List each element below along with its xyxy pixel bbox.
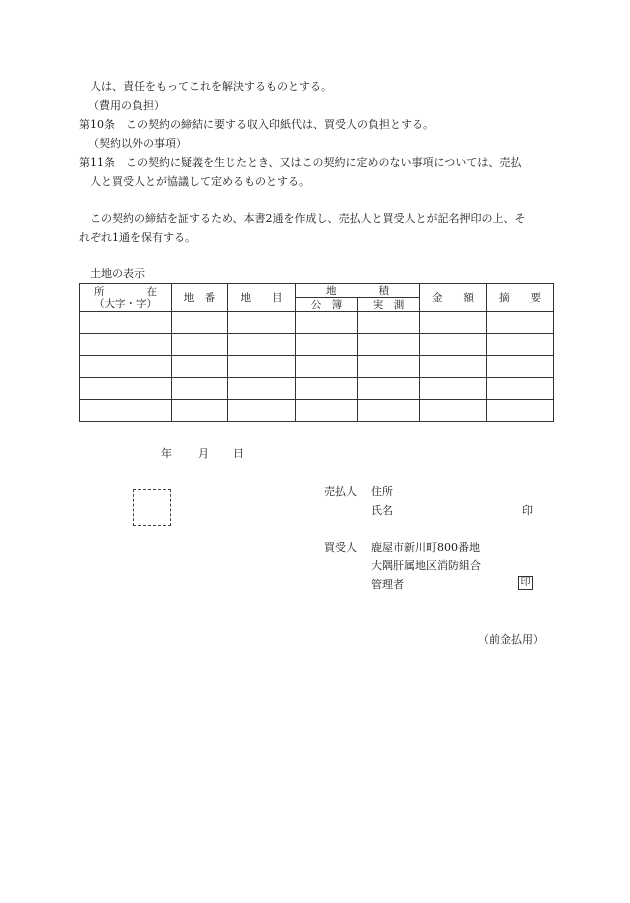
article-11-line2: 人と買受人とが協議して定めるものとする。 <box>90 175 310 188</box>
table-cell <box>487 312 554 334</box>
table-cell <box>420 312 487 334</box>
table-row <box>80 334 554 356</box>
table-cell <box>228 312 296 334</box>
table-cell <box>172 312 228 334</box>
table-cell <box>80 378 172 400</box>
table-cell <box>487 356 554 378</box>
table-cell <box>420 400 487 422</box>
buyer-organization: 大隅肝属地区消防組合 <box>371 559 481 572</box>
clause-continuation: 人は、責任をもってこれを解決するものとする。 <box>90 80 332 93</box>
seller-role: 売払人 <box>324 485 357 498</box>
seller-seal: 印 <box>522 504 533 517</box>
table-cell <box>296 378 358 400</box>
table-cell <box>358 334 420 356</box>
header-remarks: 摘 要 <box>487 284 554 312</box>
article-11-line1: 第11条 この契約に疑義を生じたとき、又はこの契約に定めのない事項については、売払 <box>79 156 522 169</box>
date-month: 月 <box>198 447 209 460</box>
header-area-actual: 実 測 <box>358 298 420 312</box>
date-day: 日 <box>233 447 244 460</box>
heading-cost-burden: （費用の負担） <box>88 99 165 112</box>
table-row <box>80 378 554 400</box>
table-cell <box>172 334 228 356</box>
table-cell <box>228 334 296 356</box>
table-cell <box>80 400 172 422</box>
table-cell <box>296 356 358 378</box>
seller-address-label: 住所 <box>371 485 393 498</box>
buyer-seal: 印 <box>518 576 533 590</box>
table-cell <box>358 400 420 422</box>
table-cell <box>172 400 228 422</box>
table-cell <box>228 400 296 422</box>
table-cell <box>487 378 554 400</box>
seller-name-label: 氏名 <box>371 504 393 517</box>
header-amount: 金 額 <box>420 284 487 312</box>
table-cell <box>296 400 358 422</box>
date-year: 年 <box>161 447 172 460</box>
land-table-body <box>80 312 554 422</box>
table-cell <box>420 334 487 356</box>
table-cell <box>420 378 487 400</box>
buyer-manager-label: 管理者 <box>371 578 404 591</box>
revenue-stamp-box <box>133 489 171 526</box>
closing-line2: れぞれ1通を保有する。 <box>79 231 196 244</box>
table-cell <box>358 312 420 334</box>
table-cell <box>296 312 358 334</box>
table-cell <box>80 334 172 356</box>
closing-line1: この契約の締結を証するため、本書2通を作成し、売払人と買受人とが記名押印の上、そ <box>90 212 526 225</box>
header-land-category: 地 目 <box>228 284 296 312</box>
table-caption: 土地の表示 <box>90 267 145 280</box>
header-location <box>80 284 172 312</box>
table-cell <box>172 356 228 378</box>
table-cell <box>487 400 554 422</box>
header-area: 地 積 <box>296 284 420 298</box>
article-10: 第10条 この契約の締結に要する収入印紙代は、買受人の負担とする。 <box>79 118 434 131</box>
header-location-sub: （大字・字） <box>94 297 157 310</box>
land-table <box>79 283 554 422</box>
table-cell <box>420 356 487 378</box>
buyer-role: 買受人 <box>324 541 357 554</box>
table-cell <box>80 356 172 378</box>
table-cell <box>296 334 358 356</box>
buyer-address: 鹿屋市新川町800番地 <box>371 541 480 554</box>
table-row <box>80 312 554 334</box>
heading-other-matters: （契約以外の事項） <box>88 137 187 150</box>
table-cell <box>80 312 172 334</box>
header-lot-number: 地 番 <box>172 284 228 312</box>
table-cell <box>358 378 420 400</box>
table-row <box>80 400 554 422</box>
table-cell <box>487 334 554 356</box>
table-cell <box>358 356 420 378</box>
footer-note: （前金払用） <box>478 633 544 646</box>
table-cell <box>228 378 296 400</box>
table-row <box>80 356 554 378</box>
table-cell <box>228 356 296 378</box>
header-area-registry: 公 簿 <box>296 298 358 312</box>
header-location-label: 所 在 <box>94 285 157 298</box>
table-cell <box>172 378 228 400</box>
